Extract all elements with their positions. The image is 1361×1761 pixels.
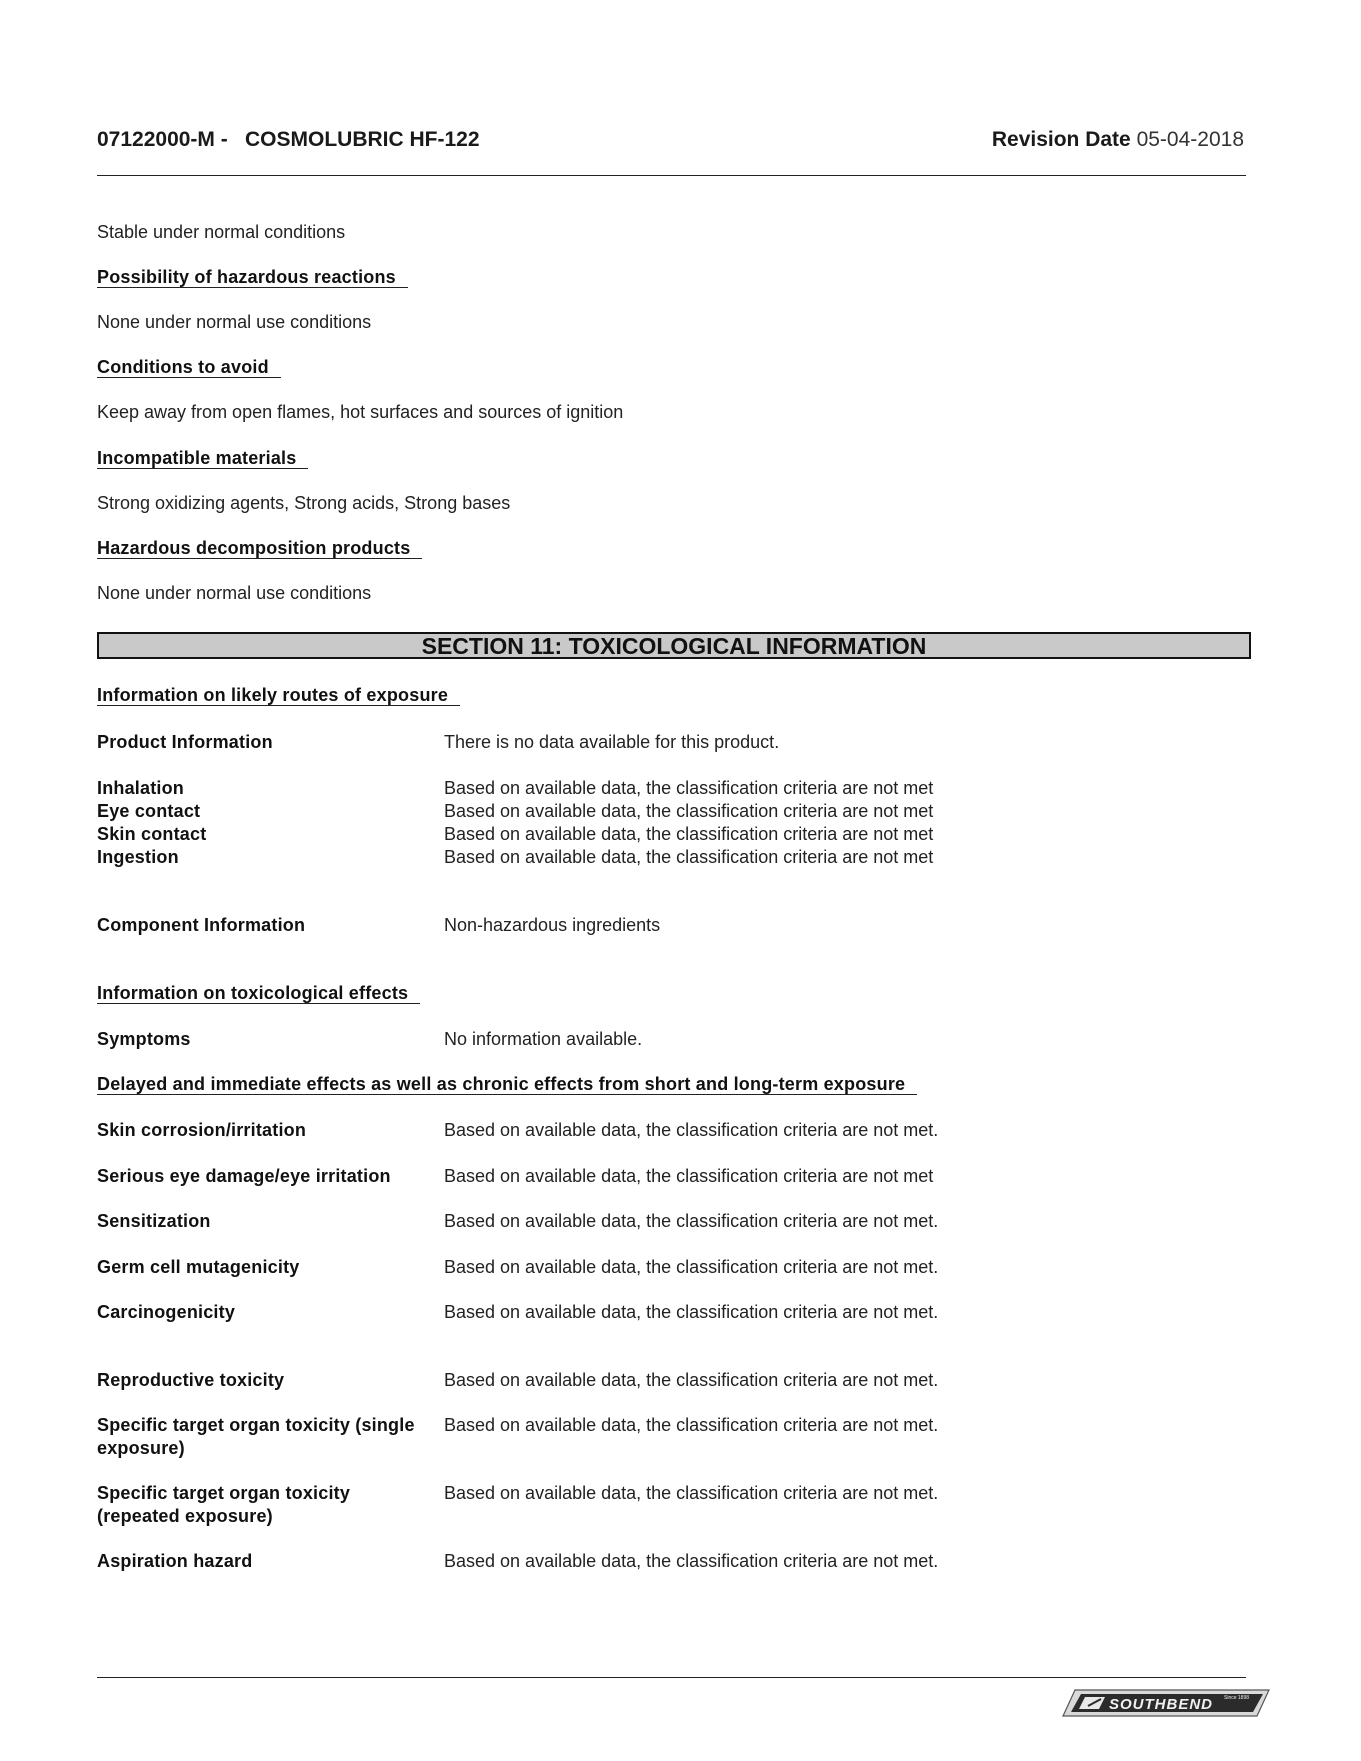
effect-value-carcinogenicity: Based on available data, the classification criteria are not met. <box>444 1302 939 1322</box>
route-value-skin-contact: Based on available data, the classification criteria are not met <box>444 824 934 844</box>
effect-label-reproductive: Reproductive toxicity <box>97 1370 285 1390</box>
southbend-logo <box>1061 1688 1271 1718</box>
product-name: COSMOLUBRIC HF-122 <box>245 128 480 151</box>
route-value-eye-contact: Based on available data, the classification criteria are not met <box>444 801 934 821</box>
hazardous-reactions-text: None under normal use conditions <box>97 312 372 332</box>
delayed-effects-heading: Delayed and immediate effects as well as chronic effects from short and long-term exposure <box>97 1074 917 1095</box>
routes-heading: Information on likely routes of exposure <box>97 685 460 706</box>
effect-label-stot-repeated: Specific target organ toxicity <box>97 1483 351 1503</box>
header-rule <box>97 175 1246 176</box>
effect-label-stot-repeated-line2: (repeated exposure) <box>97 1506 273 1526</box>
symptoms-value: No information available. <box>444 1029 643 1049</box>
section-11-title: SECTION 11: TOXICOLOGICAL INFORMATION <box>97 632 1251 659</box>
component-info-value: Non-hazardous ingredients <box>444 915 661 935</box>
route-label-ingestion: Ingestion <box>97 847 179 867</box>
effect-value-eye-damage: Based on available data, the classification criteria are not met <box>444 1166 934 1186</box>
effect-value-sensitization: Based on available data, the classification criteria are not met. <box>444 1211 939 1231</box>
effect-value-germ-cell: Based on available data, the classification criteria are not met. <box>444 1257 939 1277</box>
component-info-label: Component Information <box>97 915 306 935</box>
route-label-skin-contact: Skin contact <box>97 824 207 844</box>
effect-value-stot-single: Based on available data, the classification criteria are not met. <box>444 1415 939 1435</box>
effect-value-reproductive: Based on available data, the classification criteria are not met. <box>444 1370 939 1390</box>
effect-label-skin-corrosion: Skin corrosion/irritation <box>97 1120 307 1140</box>
svg-text:Since 1898: Since 1898 <box>1224 1695 1250 1701</box>
effect-label-aspiration: Aspiration hazard <box>97 1551 253 1571</box>
conditions-heading: Conditions to avoid <box>97 357 281 378</box>
route-value-inhalation: Based on available data, the classification criteria are not met <box>444 778 934 798</box>
decomposition-heading: Hazardous decomposition products <box>97 538 422 559</box>
stability-text: Stable under normal conditions <box>97 222 346 242</box>
svg-text:SOUTHBEND: SOUTHBEND <box>1109 1696 1214 1713</box>
effect-label-sensitization: Sensitization <box>97 1211 211 1231</box>
revision-date-label: Revision Date <box>991 128 1131 151</box>
footer-rule <box>97 1677 1246 1678</box>
route-label-eye-contact: Eye contact <box>97 801 201 821</box>
effect-value-skin-corrosion: Based on available data, the classification criteria are not met. <box>444 1120 939 1140</box>
effect-value-stot-repeated: Based on available data, the classification criteria are not met. <box>444 1483 939 1503</box>
effect-label-eye-damage: Serious eye damage/eye irritation <box>97 1166 391 1186</box>
effects-heading: Information on toxicological effects <box>97 983 420 1004</box>
effect-label-germ-cell: Germ cell mutagenicity <box>97 1257 300 1277</box>
route-label-inhalation: Inhalation <box>97 778 184 798</box>
effect-label-carcinogenicity: Carcinogenicity <box>97 1302 236 1322</box>
route-value-ingestion: Based on available data, the classification criteria are not met <box>444 847 934 867</box>
revision-date-value: 05-04-2018 <box>1136 128 1244 151</box>
hazardous-reactions-heading: Possibility of hazardous reactions <box>97 267 408 288</box>
product-info-value: There is no data available for this product. <box>444 732 780 752</box>
conditions-text: Keep away from open flames, hot surfaces and sources of ignition <box>97 402 624 422</box>
effect-value-aspiration: Based on available data, the classification criteria are not met. <box>444 1551 939 1571</box>
product-info-label: Product Information <box>97 732 273 752</box>
effect-label-stot-single-line2: exposure) <box>97 1438 185 1458</box>
symptoms-label: Symptoms <box>97 1029 191 1049</box>
incompatible-heading: Incompatible materials <box>97 448 308 469</box>
effect-label-stot-single: Specific target organ toxicity (single <box>97 1415 415 1435</box>
revision-date-block <box>992 128 1244 152</box>
product-code: 07122000-M - <box>97 128 228 151</box>
incompatible-text: Strong oxidizing agents, Strong acids, Strong bases <box>97 493 511 513</box>
decomposition-text: None under normal use conditions <box>97 583 372 603</box>
